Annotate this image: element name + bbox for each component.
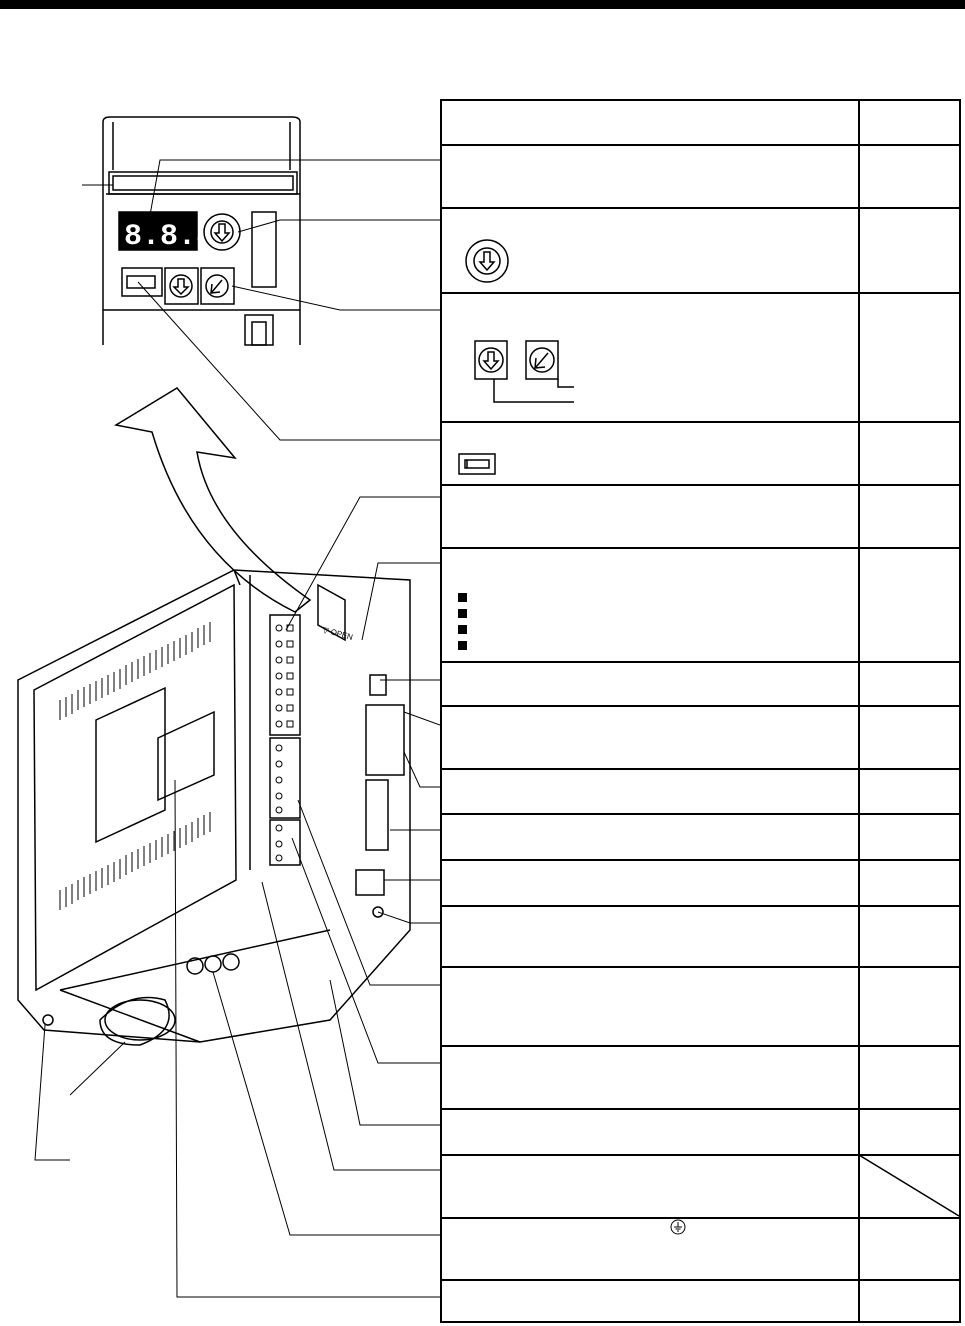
servo-amplifier-drawing xyxy=(0,0,440,1326)
table-row-divider xyxy=(440,292,961,294)
dual-rotary-switch-icon xyxy=(474,339,576,409)
table-row-divider xyxy=(440,905,961,907)
rotary-switch-icon xyxy=(464,238,510,284)
table-row-divider xyxy=(440,661,961,663)
display-digits: 8.8.8. xyxy=(124,220,233,254)
table-row-divider xyxy=(440,1279,961,1281)
front-panel-detail xyxy=(103,117,300,345)
led-indicator-icon xyxy=(458,593,467,602)
not-applicable-diagonal xyxy=(859,1155,961,1217)
table-row-divider xyxy=(440,966,961,968)
led-indicator-icon xyxy=(458,609,467,618)
open-cover-arrow xyxy=(116,388,310,612)
table-column-divider xyxy=(858,99,860,1323)
earth-ground-icon xyxy=(670,1219,686,1235)
table-border xyxy=(440,99,961,1323)
table-row-divider xyxy=(440,207,961,209)
table-row-divider xyxy=(440,813,961,815)
table-row-divider xyxy=(440,547,961,549)
slide-switch xyxy=(122,268,162,296)
led-indicator-icon xyxy=(458,625,467,634)
parts-table xyxy=(440,99,961,1323)
table-row-divider xyxy=(440,1045,961,1047)
table-row-divider xyxy=(440,768,961,770)
table-row-divider xyxy=(440,705,961,707)
table-row-divider xyxy=(440,1217,961,1219)
table-row-divider xyxy=(440,859,961,861)
table-row-divider xyxy=(440,421,961,423)
table-row-divider xyxy=(440,144,961,146)
led-indicator-icon xyxy=(458,641,467,650)
earth-ground-terminal xyxy=(223,954,239,970)
table-row-divider xyxy=(440,1108,961,1110)
open-label: ▽ OPEN xyxy=(321,625,354,642)
table-row-divider xyxy=(440,484,961,486)
slide-switch-icon xyxy=(458,453,498,477)
